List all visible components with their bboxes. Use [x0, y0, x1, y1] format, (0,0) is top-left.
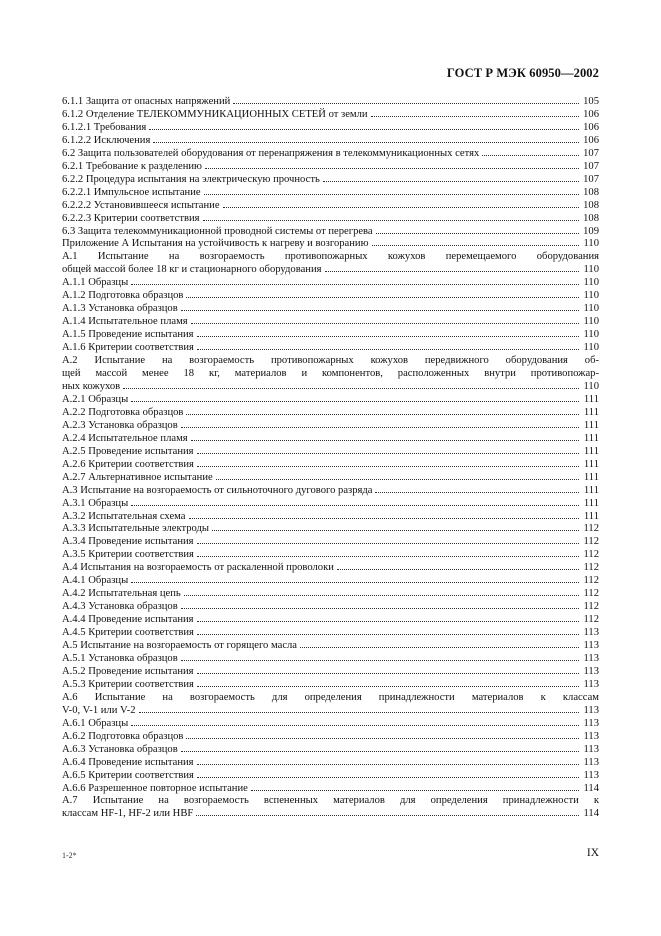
toc-entry [62, 135, 599, 148]
toc-entry-title: А.5.2 Проведение испытания [62, 665, 194, 677]
dot-leader [186, 737, 579, 739]
toc-entry-last-line [62, 705, 599, 718]
toc-entry [62, 290, 599, 303]
toc-entry-title: А.4.5 Критерии соответствия [62, 627, 194, 639]
toc-entry-title: общей массой более 18 кг и стационарного оборудования [62, 264, 322, 276]
toc-entry-page: 111 [583, 419, 599, 431]
toc-entry [62, 795, 599, 821]
dot-leader [376, 232, 579, 234]
page-number: IX [586, 847, 599, 859]
dot-leader [337, 568, 579, 570]
toc-entry-title: 6.1.1 Защита от опасных напряжений [62, 96, 231, 107]
toc-entry-page: 113 [583, 717, 599, 729]
toc-entry-page: 106 [583, 134, 599, 146]
toc-entry-page: 113 [583, 627, 599, 639]
toc-entry-page: 107 [583, 147, 599, 159]
toc-entry-page: 112 [583, 575, 599, 587]
dot-leader [197, 335, 579, 337]
toc-entry-page: 111 [583, 497, 599, 509]
toc-entry-title: А.6.3 Установка образцов [62, 743, 178, 755]
toc-entry-title: 6.2 Защита пользователей оборудования от перенапряжения в телекоммуникационных сетях [62, 147, 480, 159]
toc-entry-page: 111 [583, 471, 599, 483]
dot-leader [186, 413, 579, 415]
toc-entry [62, 407, 599, 420]
toc-entry-title: А.6.4 Проведение испытания [62, 756, 194, 768]
dot-leader [131, 724, 579, 726]
toc-entry [62, 757, 599, 770]
dot-leader [482, 154, 579, 156]
dot-leader [153, 141, 579, 143]
toc-entry [62, 692, 599, 718]
toc-entry [62, 562, 599, 575]
toc-entry-page: 111 [583, 484, 599, 496]
toc-entry-page: 110 [583, 380, 599, 392]
toc-entry-title: А.2.3 Установка образцов [62, 419, 178, 431]
toc-entry [62, 122, 599, 135]
toc-entry-title: А.3 Испытание на возгораемость от сильноточного дугового разряда [62, 484, 373, 496]
dot-leader [197, 465, 579, 467]
dot-leader [139, 711, 579, 713]
toc-entry-page: 110 [583, 290, 599, 302]
toc-entry [62, 394, 599, 407]
dot-leader [197, 763, 579, 765]
toc-entry-page: 110 [583, 277, 599, 289]
toc-entry-title: А.2.4 Испытательное пламя [62, 432, 188, 444]
dot-leader [181, 607, 579, 609]
toc-entry-title: классам HF-1, HF-2 или HBF [62, 808, 194, 820]
toc-entry-page: 108 [583, 212, 599, 224]
toc-entry-last-line [62, 381, 599, 394]
toc-entry [62, 588, 599, 601]
dot-leader [197, 620, 579, 622]
toc-entry-page: 113 [583, 756, 599, 768]
toc-entry [62, 783, 599, 796]
toc-entry-title: А.1.1 Образцы [62, 277, 129, 289]
toc-entry-title: А.3.1 Образцы [62, 497, 129, 509]
toc-entry-page: 113 [583, 640, 599, 652]
toc-entry-title: А.3.2 Испытательная схема [62, 510, 186, 522]
toc-entry [62, 575, 599, 588]
dot-leader [131, 581, 579, 583]
toc-entry-title: 6.2.2.2 Установившееся испытание [62, 199, 220, 211]
toc-entry-page: 113 [583, 678, 599, 690]
toc-entry [62, 355, 599, 394]
toc-entry [62, 109, 599, 122]
toc-entry [62, 472, 599, 485]
toc-entry-title: А.6.2 Подготовка образцов [62, 730, 184, 742]
toc-entry-title: Приложение А Испытания на устойчивость к нагреву и возгоранию [62, 238, 369, 250]
toc-entry-page: 106 [583, 121, 599, 133]
toc-entry-page: 112 [583, 588, 599, 600]
toc-entry [62, 653, 599, 666]
toc-entry [62, 459, 599, 472]
toc-entry-page: 111 [583, 432, 599, 444]
toc-entry [62, 485, 599, 498]
dot-leader [123, 387, 579, 389]
toc-entry-page: 111 [583, 406, 599, 418]
toc-entry [62, 718, 599, 731]
dot-leader [197, 633, 579, 635]
toc-entry-title: А.3.5 Критерии соответствия [62, 549, 194, 561]
toc-entry [62, 213, 599, 226]
toc-entry-page: 111 [583, 458, 599, 470]
dot-leader [197, 685, 579, 687]
toc-entry [62, 96, 599, 109]
dot-leader [181, 426, 579, 428]
toc-entry [62, 549, 599, 562]
dot-leader [197, 348, 579, 350]
toc-entry-title-line: А.2 Испытание на возгораемость противопожарных кожухов передвижного оборудования об- [62, 355, 599, 367]
toc-entry-title: А.2.6 Критерии соответствия [62, 458, 194, 470]
toc-entry [62, 446, 599, 459]
dot-leader [196, 814, 579, 816]
toc-entry-last-line [62, 808, 599, 821]
dot-leader [233, 102, 579, 104]
toc-entry-title-line: А.1 Испытание на возгораемость противопожарных кожухов перемещаемого оборудования [62, 251, 599, 263]
dot-leader [181, 659, 579, 661]
dot-leader [131, 400, 579, 402]
toc-entry-page: 107 [583, 160, 599, 172]
dot-leader [184, 594, 579, 596]
toc-entry-title-line: щей массой менее 18 кг, материалов и компонентов, расположенных внутри противопожар- [62, 368, 599, 380]
toc-entry [62, 627, 599, 640]
toc-entry-title-line: А.6 Испытание на возгораемость для определения принадлежности материалов к классам [62, 691, 599, 703]
toc-entry-title: А.5.3 Критерии соответствия [62, 678, 194, 690]
toc-entry-title: 6.2.1 Требование к разделению [62, 160, 202, 172]
toc-entry [62, 342, 599, 355]
toc-entry-title: 6.1.2 Отделение ТЕЛЕКОММУНИКАЦИОННЫХ СЕТЕЙ от земли [62, 108, 368, 120]
toc-entry [62, 161, 599, 174]
toc-entry [62, 420, 599, 433]
toc-entry-page: 112 [583, 614, 599, 626]
toc-entry-title: 6.3 Защита телекоммуникационной проводной системы от перегрева [62, 225, 373, 237]
toc-entry [62, 498, 599, 511]
sheet-mark: 1-2* [62, 851, 77, 860]
toc-entry [62, 601, 599, 614]
toc-entry-page: 106 [583, 108, 599, 120]
toc-entry-page: 108 [583, 186, 599, 198]
toc-entry [62, 731, 599, 744]
toc-entry-page: 114 [583, 808, 599, 820]
toc-entry [62, 744, 599, 757]
toc-entry-page: 112 [583, 562, 599, 574]
toc-entry-title: А.6.5 Критерии соответствия [62, 769, 194, 781]
toc-entry [62, 523, 599, 536]
toc-entry-title: А.6.6 Разрешенное повторное испытание [62, 782, 248, 794]
dot-leader [181, 309, 579, 311]
toc-entry-title: А.1.5 Проведение испытания [62, 329, 194, 341]
toc-entry-title: А.4.2 Испытательная цепь [62, 588, 181, 600]
toc-entry-title: А.1.6 Критерии соответствия [62, 342, 194, 354]
toc-entry [62, 770, 599, 783]
dot-leader [191, 439, 579, 441]
toc-entry-title: А.4 Испытания на возгораемость от раскаленной проволоки [62, 562, 334, 574]
dot-leader [191, 322, 579, 324]
dot-leader [216, 478, 579, 480]
toc-entry-title: А.2.2 Подготовка образцов [62, 406, 184, 418]
dot-leader [186, 296, 579, 298]
dot-leader [371, 115, 579, 117]
dot-leader [197, 555, 579, 557]
dot-leader [325, 270, 580, 272]
toc-entry-page: 110 [583, 303, 599, 315]
toc-entry-page: 111 [583, 393, 599, 405]
toc-entry-title: V-0, V-1 или V-2 [62, 704, 136, 716]
toc-entry-title: А.2.5 Проведение испытания [62, 445, 194, 457]
toc-entry-page: 108 [583, 199, 599, 211]
toc-entry-page: 111 [583, 445, 599, 457]
dot-leader [197, 452, 579, 454]
toc-entry [62, 148, 599, 161]
dot-leader [223, 206, 579, 208]
dot-leader [131, 504, 579, 506]
toc-entry-page: 114 [583, 782, 599, 794]
dot-leader [323, 180, 579, 182]
toc-entry [62, 238, 599, 251]
toc-entry-title: А.4.3 Установка образцов [62, 601, 178, 613]
toc-entry-page: 107 [583, 173, 599, 185]
toc-entry [62, 226, 599, 239]
toc-entry-page: 112 [583, 549, 599, 561]
dot-leader [251, 789, 579, 791]
toc-entry-title: 6.1.2.1 Требования [62, 121, 147, 133]
toc-entry [62, 614, 599, 627]
toc-entry-title: А.1.3 Установка образцов [62, 303, 178, 315]
dot-leader [189, 517, 580, 519]
dot-leader [203, 219, 580, 221]
toc-entry-title: 6.1.2.2 Исключения [62, 134, 151, 146]
toc-entry [62, 433, 599, 446]
toc-entry-title: А.3.3 Испытательные электроды [62, 523, 210, 535]
toc-entry-title: А.2.7 Альтернативное испытание [62, 471, 213, 483]
toc-entry-last-line [62, 264, 599, 277]
toc-entry-title-line: А.7 Испытание на возгораемость вспененных материалов для определения принадлежности к [62, 795, 599, 807]
toc-entry-title: А.6.1 Образцы [62, 717, 129, 729]
toc-entry-page: 113 [583, 652, 599, 664]
toc-entry [62, 640, 599, 653]
toc-entry [62, 679, 599, 692]
dot-leader [131, 283, 579, 285]
toc-entry-page: 105 [583, 96, 599, 107]
toc-entry-page: 113 [583, 743, 599, 755]
toc-entry-title: 6.2.2 Процедура испытания на электрическую прочность [62, 173, 320, 185]
dot-leader [197, 672, 579, 674]
toc-entry-page: 112 [583, 536, 599, 548]
dot-leader [300, 646, 579, 648]
toc-entry [62, 251, 599, 277]
toc-entry-title: А.2.1 Образцы [62, 393, 129, 405]
toc-entry [62, 536, 599, 549]
toc-entry [62, 174, 599, 187]
standard-title: ГОСТ Р МЭК 60950—2002 [446, 66, 599, 80]
toc-entry-title: А.5 Испытание на возгораемость от горящего масла [62, 640, 298, 652]
toc-entry [62, 303, 599, 316]
toc-entry-title: А.1.2 Подготовка образцов [62, 290, 184, 302]
toc-entry-page: 110 [583, 316, 599, 328]
dot-leader [149, 128, 579, 130]
toc-entry-page: 113 [583, 769, 599, 781]
dot-leader [375, 491, 579, 493]
dot-leader [212, 529, 579, 531]
dot-leader [372, 244, 580, 246]
toc-entry [62, 187, 599, 200]
toc-entry-page: 110 [583, 264, 599, 276]
toc-entry-page: 109 [583, 225, 599, 237]
toc-entry [62, 277, 599, 290]
dot-leader [205, 167, 579, 169]
toc-entry-page: 112 [583, 523, 599, 535]
table-of-contents [62, 96, 599, 821]
toc-entry [62, 511, 599, 524]
toc-entry-title: А.4.4 Проведение испытания [62, 614, 194, 626]
toc-entry-title: 6.2.2.3 Критерии соответствия [62, 212, 200, 224]
toc-entry-page: 112 [583, 601, 599, 613]
toc-entry-page: 110 [583, 238, 599, 250]
toc-entry [62, 666, 599, 679]
toc-entry-page: 110 [583, 329, 599, 341]
dot-leader [204, 193, 579, 195]
toc-entry-page: 111 [583, 510, 599, 522]
toc-entry [62, 200, 599, 213]
toc-entry-title: 6.2.2.1 Импульсное испытание [62, 186, 201, 198]
dot-leader [197, 542, 579, 544]
toc-entry-title: ных кожухов [62, 380, 121, 392]
toc-entry-title: А.4.1 Образцы [62, 575, 129, 587]
dot-leader [197, 776, 579, 778]
toc-entry-page: 110 [583, 342, 599, 354]
toc-entry [62, 316, 599, 329]
toc-entry-page: 113 [583, 665, 599, 677]
toc-entry-title: А.1.4 Испытательное пламя [62, 316, 188, 328]
toc-entry-title: А.3.4 Проведение испытания [62, 536, 194, 548]
dot-leader [181, 750, 579, 752]
toc-entry-page: 113 [583, 730, 599, 742]
toc-entry [62, 329, 599, 342]
toc-entry-page: 113 [583, 704, 599, 716]
toc-entry-title: А.5.1 Установка образцов [62, 652, 178, 664]
